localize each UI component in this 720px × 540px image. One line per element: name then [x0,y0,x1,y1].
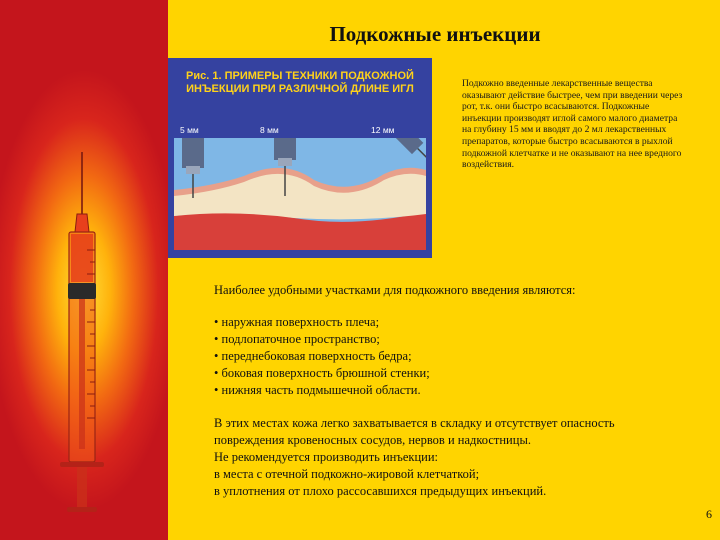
figure-caption [168,70,432,96]
needle-label-8mm: 8 мм [260,125,279,135]
injection-figure [168,58,432,258]
syringe-illustration [0,0,168,540]
paragraph-line: в уплотнения от плохо рассосавшихся предыдущих инъекций. [214,484,547,498]
syringe-illustration-panel [0,0,168,540]
list-item: • наружная поверхность плеча; [214,314,704,331]
slide-title: Подкожные инъекции [329,22,541,46]
figure-caption-line-2: ИНЪЕКЦИИ ПРИ РАЗЛИЧНОЙ ДЛИНЕ ИГЛ [186,83,414,95]
paragraph-line: В этих местах кожа легко захватывается в складку и отсутствует опасность [214,416,615,430]
needle-label-12mm: 12 мм [371,125,395,135]
list-item: • нижняя часть подмышечной области. [214,382,704,399]
paragraph-line: в места с отечной подкожно-жировой клетчаткой; [214,467,480,481]
recommendations-paragraph [214,415,704,500]
list-item: • переднебоковая поверхность бедра; [214,348,704,365]
skin-layers-illustration [174,138,426,250]
sites-lead-text: Наиболее удобными участками для подкожного введения являются: [214,283,576,297]
figure-caption-line-1: Рис. 1. ПРИМЕРЫ ТЕХНИКИ ПОДКОЖНОЙ [186,70,414,82]
needle-label-5mm: 5 мм [180,125,199,135]
paragraph-line: Не рекомендуется производить инъекции: [214,450,438,464]
list-item: • подлопаточное пространство; [214,331,704,348]
paragraph-line: повреждения кровеносных сосудов, нервов и надкостницы. [214,433,531,447]
list-item: • боковая поверхность брюшной стенки; [214,365,704,382]
injection-sites-list [214,314,704,399]
side-description: Подкожно введенные лекарственные вещества оказывают действие быстрее, чем при введении через рот, т.к. они быстро всасываются. Подкожные инъекции производят иглой самого малого диаметра на глубину 15 мм и вводят до 2 мл лекарственных препаратов, которые быстро всасываются в рыхлой подкожной клетчатке и не оказывают на нее вредного воздействия. [462,78,683,171]
page-number: 6 [706,507,712,521]
